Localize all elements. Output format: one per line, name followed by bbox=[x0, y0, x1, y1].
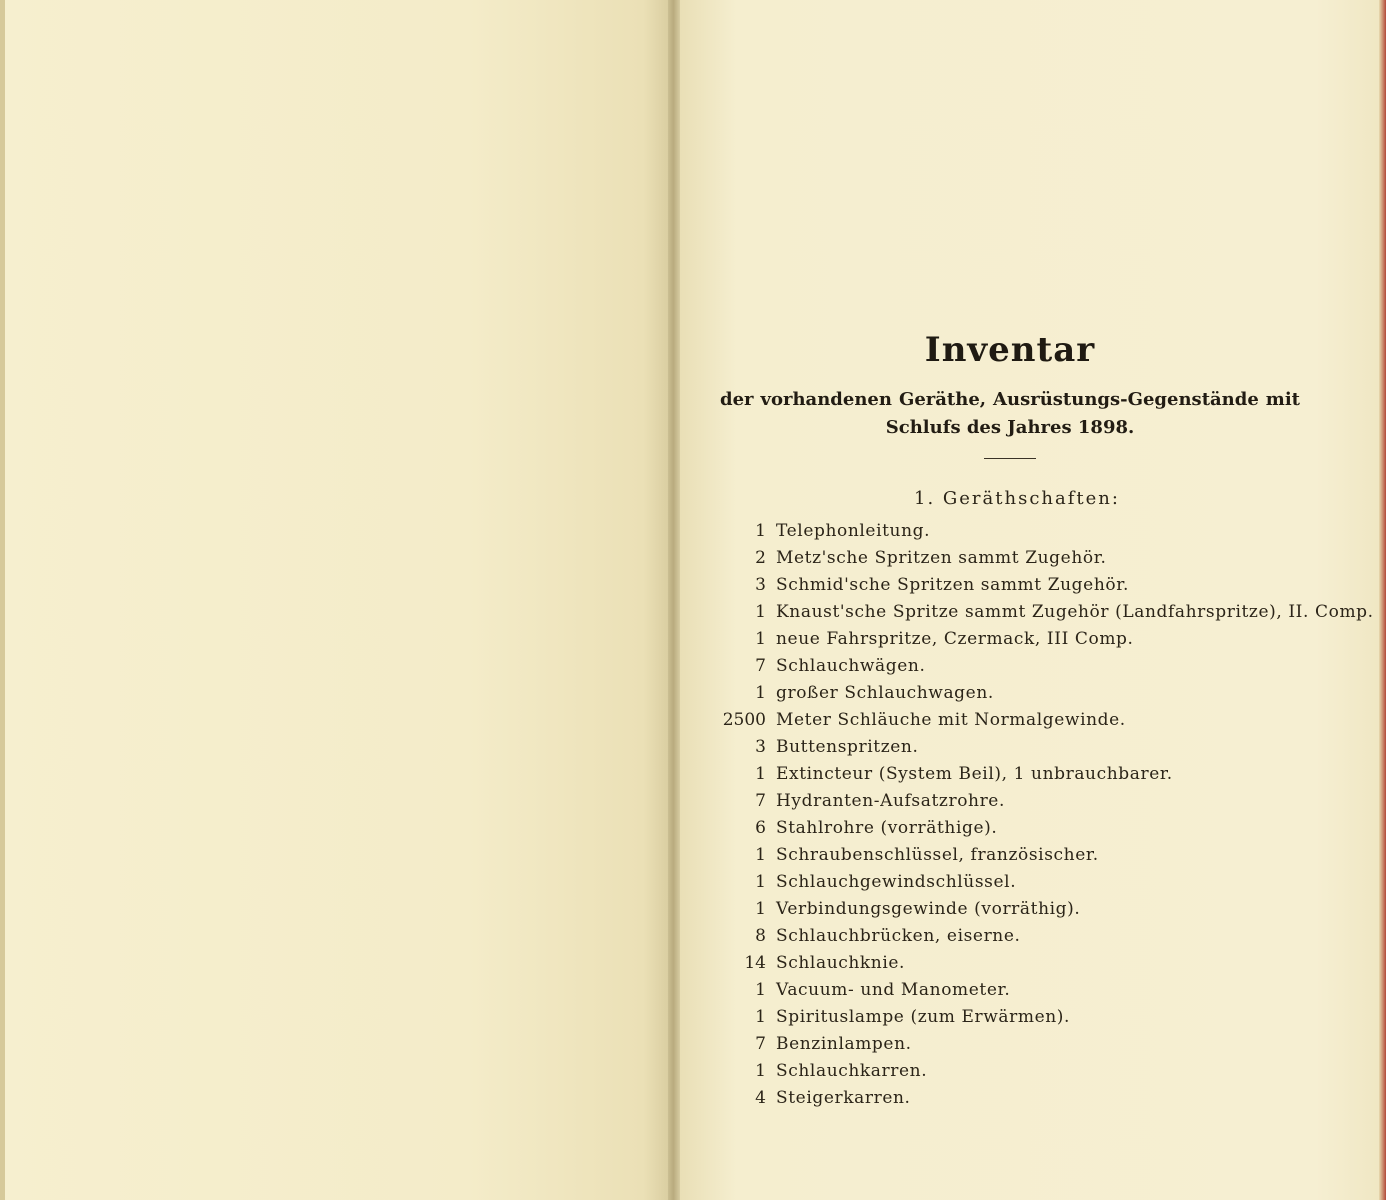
item-quantity: 2500 bbox=[722, 710, 766, 730]
item-quantity: 6 bbox=[755, 818, 766, 838]
book-gutter bbox=[668, 0, 680, 1200]
item-description: Schmid'sche Spritzen sammt Zugehör. bbox=[776, 575, 1130, 595]
item-quantity: 1 bbox=[755, 845, 766, 865]
item-quantity: 3 bbox=[755, 575, 766, 595]
item-description: Schlauchgewindschlüssel. bbox=[776, 872, 1017, 892]
list-item bbox=[700, 977, 1320, 1004]
item-description: Extincteur (System Beil), 1 unbrauchbarer. bbox=[776, 764, 1173, 784]
item-quantity: 1 bbox=[755, 980, 766, 1000]
item-quantity: 1 bbox=[755, 683, 766, 703]
right-page-edge bbox=[1379, 0, 1386, 1200]
item-description: Schlauchkarren. bbox=[776, 1061, 928, 1081]
item-description: Meter Schläuche mit Normalgewinde. bbox=[776, 710, 1126, 730]
divider-rule bbox=[984, 458, 1036, 459]
list-item bbox=[700, 950, 1320, 977]
item-quantity: 1 bbox=[755, 521, 766, 541]
list-item bbox=[700, 518, 1320, 545]
item-quantity: 8 bbox=[755, 926, 766, 946]
list-item bbox=[700, 653, 1320, 680]
list-item bbox=[700, 923, 1320, 950]
item-quantity: 7 bbox=[755, 656, 766, 676]
list-item bbox=[700, 1031, 1320, 1058]
item-description: Buttenspritzen. bbox=[776, 737, 919, 757]
item-quantity: 1 bbox=[755, 764, 766, 784]
document-subtitle: der vorhandenen Geräthe, Ausrüstungs-Gegenstände mit Schlufs des Jahres 1898. bbox=[720, 389, 1300, 438]
item-description: Spirituslampe (zum Erwärmen). bbox=[776, 1007, 1071, 1027]
item-description: Metz'sche Spritzen sammt Zugehör. bbox=[776, 548, 1107, 568]
item-quantity: 1 bbox=[755, 629, 766, 649]
item-description: Hydranten-Aufsatzrohre. bbox=[776, 791, 1005, 811]
item-quantity: 7 bbox=[755, 791, 766, 811]
item-description: Telephonleitung. bbox=[776, 521, 931, 541]
list-item bbox=[700, 545, 1320, 572]
item-description: Benzinlampen. bbox=[776, 1034, 912, 1054]
item-quantity: 1 bbox=[755, 1061, 766, 1081]
item-description: Schlauchknie. bbox=[776, 953, 906, 973]
item-description: Stahlrohre (vorräthige). bbox=[776, 818, 998, 838]
list-item bbox=[700, 788, 1320, 815]
list-item bbox=[700, 734, 1320, 761]
item-quantity: 1 bbox=[755, 872, 766, 892]
document-title: Inventar bbox=[924, 330, 1096, 370]
list-item bbox=[700, 896, 1320, 923]
item-quantity: 1 bbox=[755, 602, 766, 622]
item-quantity: 1 bbox=[755, 1007, 766, 1027]
list-item bbox=[700, 1058, 1320, 1085]
item-quantity: 2 bbox=[755, 548, 766, 568]
list-item bbox=[700, 761, 1320, 788]
item-description: großer Schlauchwagen. bbox=[776, 683, 994, 703]
item-description: Steigerkarren. bbox=[776, 1088, 911, 1108]
list-item bbox=[700, 599, 1374, 626]
list-item bbox=[700, 572, 1320, 599]
section-heading: 1. Geräthschaften: bbox=[914, 488, 1120, 509]
item-description: neue Fahrspritze, Czermack, III Comp. bbox=[776, 629, 1134, 649]
item-description: Schraubenschlüssel, französischer. bbox=[776, 845, 1099, 865]
item-quantity: 4 bbox=[755, 1088, 766, 1108]
list-item bbox=[700, 1004, 1320, 1031]
list-item bbox=[700, 1085, 1320, 1112]
list-item bbox=[700, 815, 1320, 842]
list-item bbox=[700, 869, 1320, 896]
item-quantity: 3 bbox=[755, 737, 766, 757]
item-description: Knaust'sche Spritze sammt Zugehör (Landfahrspritze), II. Comp. bbox=[776, 602, 1374, 622]
item-description: Vacuum- und Manometer. bbox=[776, 980, 1011, 1000]
item-description: Schlauchwägen. bbox=[776, 656, 926, 676]
left-page-blank bbox=[0, 0, 670, 1200]
list-item bbox=[700, 842, 1320, 869]
item-quantity: 14 bbox=[744, 953, 766, 973]
item-quantity: 7 bbox=[755, 1034, 766, 1054]
list-item bbox=[700, 707, 1320, 734]
item-description: Schlauchbrücken, eiserne. bbox=[776, 926, 1021, 946]
left-page-edge bbox=[0, 0, 5, 1200]
item-description: Verbindungsgewinde (vorräthig). bbox=[776, 899, 1081, 919]
list-item bbox=[700, 626, 1320, 653]
list-item bbox=[700, 680, 1320, 707]
item-quantity: 1 bbox=[755, 899, 766, 919]
